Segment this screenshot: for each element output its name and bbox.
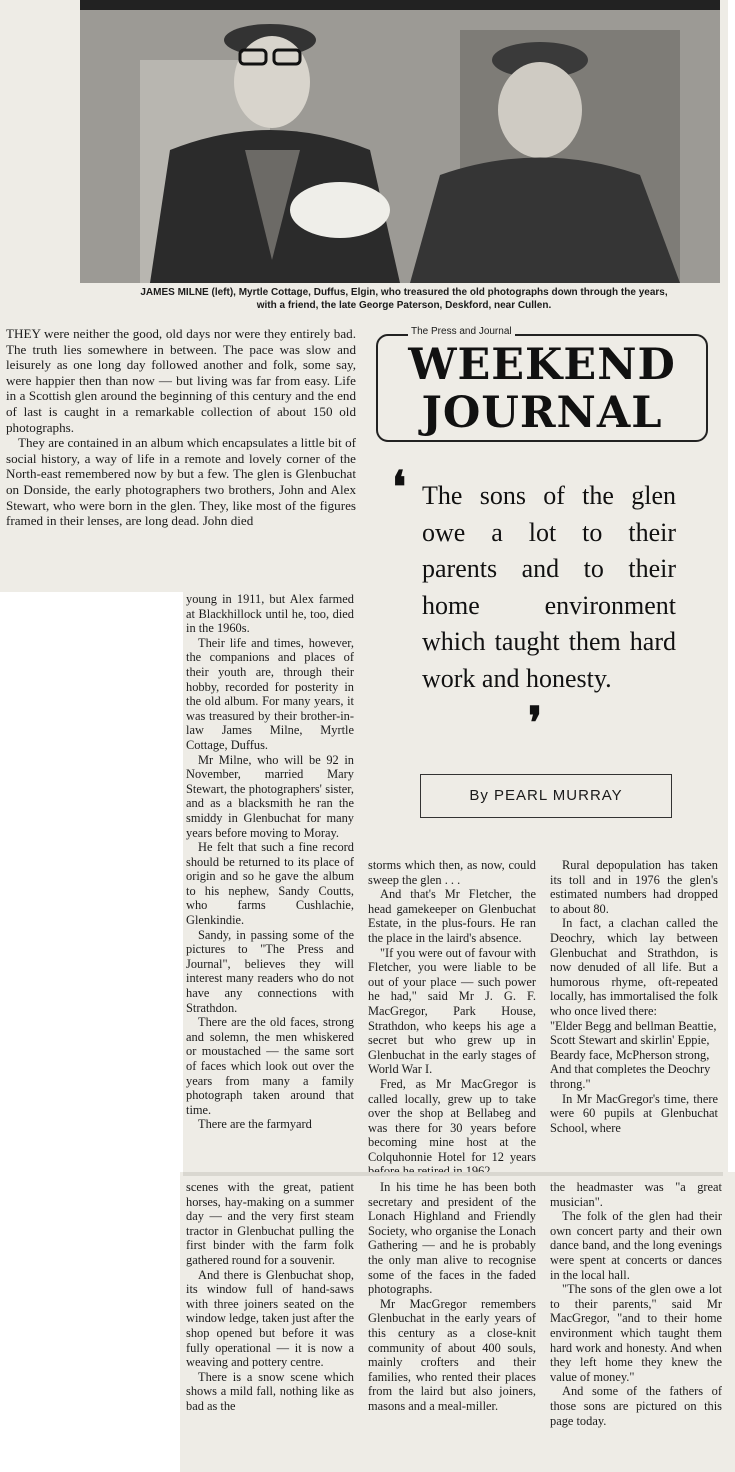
masthead-frame	[376, 334, 708, 442]
masthead-title-line-2: JOURNAL	[421, 388, 663, 438]
column-a-paragraph-6: There are the old faces, strong and solemn, the men whiskered or moustached — the same sort of faces which look out over the years from many a family photograph taken around that time.	[186, 1015, 354, 1117]
lower-c-paragraph-2: The folk of the glen had their own concert party and their own dance band, and the long evenings were spent at concerts or dances in the local hall.	[550, 1209, 722, 1282]
rhyme-line-4: And that completes the Deochry throng."	[550, 1062, 711, 1091]
photo-caption	[78, 287, 730, 312]
rhyme-line-3: Beardy face, McPherson strong,	[550, 1047, 710, 1062]
lower-a-paragraph-2: And there is Glenbuchat shop, its window full of hand-saws with three joiners seated on the window ledge, taken just after the shop opened but before it was fully operational — it is now a weaving and pottery centre.	[186, 1267, 354, 1370]
column-c-paragraph-2: In fact, a clachan called the Deochry, which lay between Glenbuchat and Strathdon, is now denuded of all life. But a humorous rhyme, oft-repeated locally, has immortalised the folk who once lived there:	[550, 916, 718, 1018]
rhyme-line-2: Scott Stewart and skirlin' Eppie,	[550, 1033, 710, 1048]
lower-column-b	[368, 1180, 536, 1414]
column-b	[368, 858, 536, 1179]
column-c-paragraph-3: In Mr MacGregor's time, there were 60 pupils at Glenbuchat School, where	[550, 1091, 718, 1135]
intro-column	[6, 326, 356, 529]
column-b-paragraph-1: storms which then, as now, could sweep the glen . . .	[368, 858, 536, 887]
lower-b-paragraph-2: Mr MacGregor remembers Glenbuchat in the early years of this century as a close-knit community of about 400 souls, mainly crofters and their families, who rented their places from the laird but also joiners, masons and a meal-miller.	[368, 1296, 536, 1413]
column-b-paragraph-3: "If you were out of favour with Fletcher, you were liable to be out of your place — such power he had," said Mr J. G. F. MacGregor, Park House, Strathdon, who keeps his age a secret but who grew up in Glenbuchat in the early stages of World War I.	[368, 945, 536, 1077]
column-a-paragraph-5: Sandy, in passing some of the pictures to "The Press and Journal", believes they will interest many readers who do not have any connections with Strathdon.	[186, 927, 354, 1015]
column-b-paragraph-2: And that's Mr Fletcher, the head gamekeeper on Glenbuchat Estate, in the plus-fours. He ran the place in the laird's absence.	[368, 887, 536, 945]
close-quote-mark: ❜	[528, 698, 543, 749]
column-a-paragraph-7: There are the farmyard	[198, 1117, 312, 1132]
lower-c-paragraph-3: "The sons of the glen owe a lot to their parents," said Mr MacGregor, "and to their home environment which taught them hard work and honesty. And when they left home they knew the value of money."	[550, 1282, 722, 1384]
deochry-rhyme	[550, 1019, 718, 1092]
lower-a-paragraph-3: There is a snow scene which shows a mild fall, nothing like as bad as the	[186, 1369, 354, 1413]
intro-paragraph-2: They are contained in an album which encapsulates a little bit of social history, a way of life in a remote and lovely corner of the North-east remembered now by but a few. The glen is Glenbuchat on Donside, the early photographers two brothers, John and Alex Stewart, who were born in the glen. They, like most of the figures framed in their lenses, are long dead. John died	[6, 435, 356, 529]
masthead-kicker: The Press and Journal	[408, 326, 515, 337]
column-c-paragraph-1: Rural depopulation has taken its toll and in 1976 the glen's estimated numbers had dropped to about 80.	[550, 858, 718, 916]
byline: By PEARL MURRAY	[420, 774, 672, 818]
photo-illustration	[80, 0, 720, 283]
column-a-paragraph-3: Mr Milne, who will be 92 in November, married Mary Stewart, the photographers' sister, and as a blacksmith he ran the smiddy in Glenbuchat for many years before moving to Moray.	[186, 752, 354, 840]
intro-paragraph-1: THEY were neither the good, old days nor were they entirely bad. The truth lies somewhere in between. The pace was slow and leisurely as one long day followed another and folk, some say, were happier then than now — but living was far from easy. Life in a Scottish glen around the beginning of this century and the end of last is caught in a remarkable collection of about 150 old photographs.	[6, 326, 356, 435]
pull-quote: The sons of the glen owe a lot to their parents and to their home environment which taught them hard work and honesty.	[422, 481, 676, 693]
masthead-title-line-1: WEEKEND	[408, 340, 676, 390]
caption-line-2: with a friend, the late George Paterson, Deskford, near Cullen.	[256, 299, 552, 311]
column-c	[550, 858, 718, 1135]
lower-c-paragraph-1: the headmaster was "a great musician".	[550, 1180, 722, 1209]
column-a-paragraph-1: young in 1911, but Alex farmed at Blackhillock until he, too, died in the 1960s.	[186, 592, 354, 636]
lower-a-paragraph-1: scenes with the great, patient horses, hay-making on a summer day — and the very first steam tractor in Glenbuchat pulling the first binder with the farm folk gathered round for a souvenir.	[186, 1180, 354, 1267]
lower-c-paragraph-4: And some of the fathers of those sons are pictured on this page today.	[550, 1384, 722, 1428]
archival-photograph	[80, 0, 720, 283]
open-quote-mark: ❛	[392, 462, 407, 513]
clipping-seam	[183, 1172, 723, 1176]
lower-column-a	[186, 1180, 354, 1414]
rhyme-line-1: "Elder Begg and bellman Beattie,	[550, 1018, 717, 1033]
lower-b-paragraph-1: In his time he has been both secretary and president of the Lonach Highland and Friendly Society, who organise the Lonach Gathering — and he is probably the only man alive to recognise some of the faces in the faded photographs.	[368, 1180, 536, 1297]
caption-line-1: JAMES MILNE (left), Myrtle Cottage, Duffus, Elgin, who treasured the old photographs down through the years,	[140, 287, 668, 298]
column-a-paragraph-4: He felt that such a fine record should be returned to its place of origin and so he gave the album to his nephew, Sandy Coutts, who farms Cushlachie, Glenkindie.	[186, 840, 354, 928]
column-a-paragraph-2: Their life and times, however, the companions and places of their youth are, through their hobby, recorded for posterity in the old album. For many years, it was treasured by their brother-in-law James Milne, Myrtle Cottage, Duffus.	[186, 635, 354, 752]
column-b-paragraph-4: Fred, as Mr MacGregor is called locally, grew up to take over the shop at Bellabeg and was there for 30 years before becoming mine host at the Colquhonnie Hotel for 12 years	[368, 1076, 536, 1164]
column-a	[186, 592, 354, 1132]
lower-column-c	[550, 1180, 722, 1428]
weekend-journal-masthead	[372, 328, 710, 440]
